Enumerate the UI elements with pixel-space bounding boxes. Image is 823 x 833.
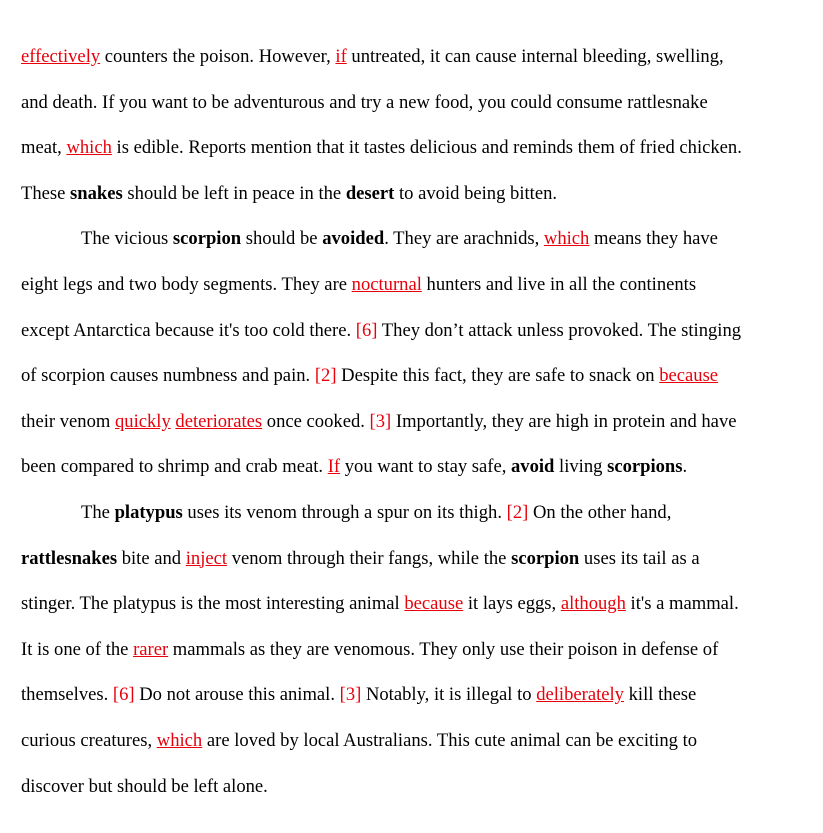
citation-link[interactable]: [2] [314,365,337,387]
text-run: it's a mammal. [625,593,739,615]
flagged-word-link[interactable]: nocturnal [351,273,422,295]
flagged-word-link[interactable]: which [156,729,203,751]
flagged-word-link[interactable]: because [404,593,464,615]
flagged-word-link[interactable]: although [560,593,626,615]
text-run: Importantly, they are high in protein and have [391,410,737,432]
text-run: It is one of the [21,638,134,660]
text-run: living [554,456,608,478]
citation-link[interactable]: [2] [506,501,529,523]
flagged-word-link[interactable]: If [327,456,341,478]
text-run: . They are arachnids, [384,228,544,250]
citation-link[interactable]: [3] [339,684,362,706]
text-run: their venom [21,410,115,432]
flagged-word-link[interactable]: rarer [133,638,169,660]
text-run: Despite this fact, they are safe to snack on [336,365,660,387]
text-run: eight legs and two body segments. They are [21,273,352,295]
flagged-word-link[interactable]: which [66,137,112,159]
text-run: should be left in peace in the [122,182,346,204]
text-run: except Antarctica because it's too cold there. [21,319,356,341]
bold-term: rattlesnakes [21,547,118,569]
text-run: kill these [623,684,697,706]
text-run: untreated, it can cause internal bleeding, swelling, [346,46,724,67]
text-line [21,353,811,399]
text-line [21,216,811,262]
flagged-word-link[interactable]: effectively [21,46,101,67]
bold-term: avoid [511,456,555,478]
citation-link[interactable]: [6] [112,684,135,706]
flagged-word-link[interactable]: quickly [114,410,171,432]
bold-term: scorpions [607,456,683,478]
text-line [21,125,811,171]
text-run: should be [241,228,323,250]
text-line [21,718,811,764]
text-line [21,581,811,627]
text-run: is edible. Reports mention that it tastes delicious and reminds them of fried chicken. [111,137,742,159]
flagged-word-link[interactable]: because [659,365,719,387]
text-line [21,672,811,718]
text-run: once cooked. [262,410,370,432]
bold-term: desert [345,182,395,204]
text-run: curious creatures, [21,729,157,751]
text-run: uses its tail as a [579,547,700,569]
text-run: been compared to shrimp and crab meat. [21,456,328,478]
bold-term: snakes [70,182,123,204]
text-run: On the other hand, [528,501,672,523]
text-line [21,34,811,80]
text-line [21,444,811,490]
bold-term: avoided [322,228,385,250]
text-line [21,308,811,354]
bold-term: scorpion [511,547,580,569]
text-run: are loved by local Australians. This cute animal can be exciting to [202,729,698,751]
text-run: These [21,182,71,204]
text-run: The vicious [81,228,173,250]
text-run: Notably, it is illegal to [361,684,537,706]
flagged-word-link[interactable]: deliberately [536,684,624,706]
text-run: venom through their fangs, while the [227,547,512,569]
flagged-word-link[interactable]: inject [185,547,228,569]
text-line [21,399,811,445]
text-run: of scorpion causes numbness and pain. [21,365,315,387]
citation-link[interactable]: [3] [369,410,392,432]
text-run: mammals as they are venomous. They only use their poison in defense of [168,638,719,660]
text-line [21,627,811,673]
text-line [21,490,811,536]
text-run: bite and [117,547,186,569]
text-run: you want to stay safe, [340,456,511,478]
text-run: stinger. The platypus is the most interesting animal [21,593,405,615]
text-line [21,171,811,217]
text-line [21,764,811,810]
text-line [21,80,811,126]
text-run: counters the poison. However, [100,46,336,67]
flagged-word-link[interactable]: if [335,46,347,67]
citation-link[interactable]: [6] [355,319,378,341]
text-run: and death. If you want to be adventurous and try a new food, you could consume rattlesnake [21,91,708,113]
text-run: The [81,501,115,523]
text-run: it lays eggs, [463,593,561,615]
text-line [21,262,811,308]
text-run: to avoid being bitten. [394,182,558,204]
text-run: hunters and live in all the continents [421,273,697,295]
document-body [21,34,811,809]
flagged-word-link[interactable]: deteriorates [175,410,263,432]
text-run: They don’t attack unless provoked. The stinging [377,319,742,341]
text-run: . [682,456,688,478]
text-run: means they have [589,228,718,250]
text-run: Do not arouse this animal. [134,684,340,706]
text-run: meat, [21,137,67,159]
text-run: uses its venom through a spur on its thigh. [182,501,507,523]
flagged-word-link[interactable]: which [543,228,590,250]
bold-term: platypus [114,501,183,523]
text-line [21,536,811,582]
bold-term: scorpion [172,228,242,250]
text-run: discover but should be left alone. [21,775,268,797]
text-run: themselves. [21,684,113,706]
